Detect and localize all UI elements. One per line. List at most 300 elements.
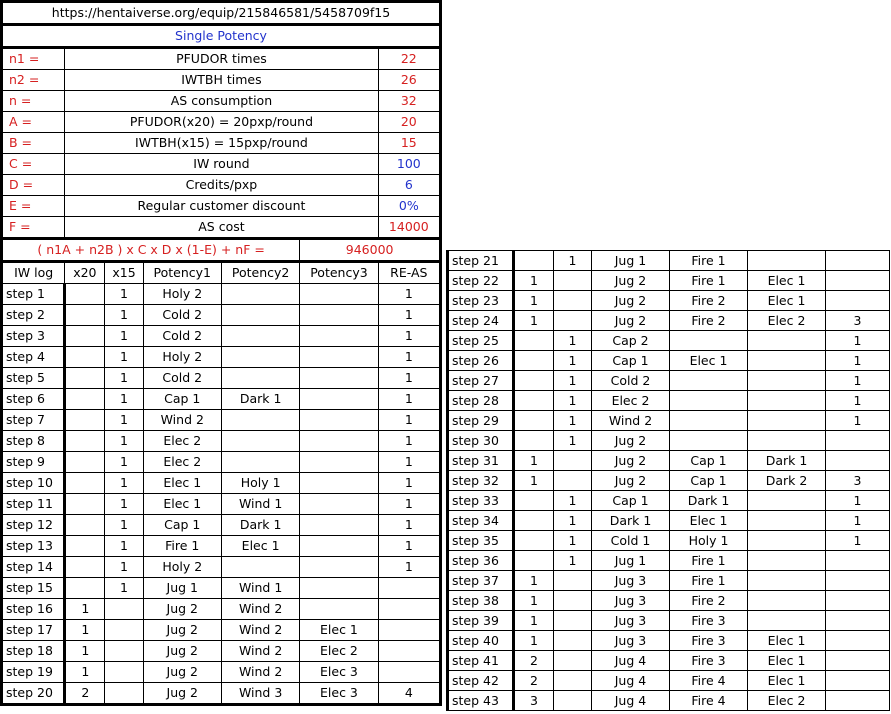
sheet-subtitle: Single Potency: [2, 25, 441, 48]
x15-count: 1: [105, 536, 143, 557]
potency3: Elec 2: [748, 691, 826, 711]
potency1: Jug 2: [592, 431, 670, 451]
potency3: [300, 578, 378, 599]
x20-count: [65, 410, 105, 431]
potency2: Fire 1: [670, 571, 748, 591]
potency2: Elec 1: [670, 351, 748, 371]
x20-count: 1: [514, 471, 554, 491]
potency1: Jug 4: [592, 651, 670, 671]
potency3: Elec 1: [748, 671, 826, 691]
param-desc: AS consumption: [65, 91, 378, 112]
potency2: Fire 3: [670, 651, 748, 671]
re-as: 1: [378, 431, 440, 452]
re-as: 1: [378, 284, 440, 305]
log-row: [2, 284, 441, 305]
potency2: [670, 371, 748, 391]
log-row: [448, 431, 890, 451]
potency2: [670, 331, 748, 351]
potency2: [221, 326, 299, 347]
potency3: [748, 571, 826, 591]
log-row: [2, 662, 441, 683]
re-as: [826, 551, 890, 571]
step-label: step 13: [2, 536, 65, 557]
step-label: step 32: [448, 471, 514, 491]
log-row: [448, 391, 890, 411]
step-label: step 23: [448, 291, 514, 311]
param-desc: IW round: [65, 154, 378, 175]
step-label: step 18: [2, 641, 65, 662]
potency3: [748, 251, 826, 271]
potency1: Cold 2: [592, 371, 670, 391]
param-var: A =: [2, 112, 65, 133]
re-as: 1: [378, 410, 440, 431]
potency3: Elec 3: [300, 662, 378, 683]
potency3: [748, 411, 826, 431]
log-row: [448, 511, 890, 531]
potency1: Jug 1: [592, 251, 670, 271]
x20-count: 1: [514, 631, 554, 651]
log-row: [448, 471, 890, 491]
param-value: 0%: [378, 196, 440, 217]
potency3: [300, 326, 378, 347]
potency3: [748, 391, 826, 411]
step-label: step 21: [448, 251, 514, 271]
re-as: 4: [378, 683, 440, 705]
log-row: [2, 641, 441, 662]
log-row: [2, 347, 441, 368]
column-header: x15: [105, 262, 143, 284]
step-label: step 36: [448, 551, 514, 571]
potency2: Wind 1: [221, 494, 299, 515]
potency3: Dark 1: [748, 451, 826, 471]
param-value: 6: [378, 175, 440, 196]
log-row: [448, 251, 890, 271]
re-as: [826, 611, 890, 631]
potency3: [748, 551, 826, 571]
potency2: Fire 4: [670, 671, 748, 691]
param-var: n =: [2, 91, 65, 112]
step-label: step 40: [448, 631, 514, 651]
x20-count: [514, 491, 554, 511]
potency3: [300, 473, 378, 494]
x15-count: [105, 641, 143, 662]
potency2: [221, 431, 299, 452]
x15-count: [105, 620, 143, 641]
x15-count: 1: [105, 410, 143, 431]
step-log-continued: [446, 250, 890, 711]
potency3: [300, 410, 378, 431]
log-row: [2, 326, 441, 347]
potency2: [221, 347, 299, 368]
re-as: 3: [826, 471, 890, 491]
column-header: Potency1: [143, 262, 221, 284]
x15-count: [554, 691, 592, 711]
x15-count: 1: [554, 371, 592, 391]
potency1: Holy 2: [143, 557, 221, 578]
re-as: 1: [378, 326, 440, 347]
potency3: Elec 1: [748, 631, 826, 651]
re-as: 1: [826, 391, 890, 411]
step-label: step 7: [2, 410, 65, 431]
x20-count: 1: [514, 311, 554, 331]
param-row: [2, 217, 441, 239]
log-row: [448, 351, 890, 371]
potency1: Cap 1: [143, 515, 221, 536]
x20-count: [514, 391, 554, 411]
x15-count: 1: [105, 515, 143, 536]
potency2: Fire 4: [670, 691, 748, 711]
x15-count: [105, 683, 143, 705]
x15-count: 1: [554, 551, 592, 571]
potency3: [748, 591, 826, 611]
log-row: [2, 431, 441, 452]
x15-count: [554, 271, 592, 291]
potency1: Elec 2: [592, 391, 670, 411]
x15-count: [554, 451, 592, 471]
potency1: Cap 1: [592, 491, 670, 511]
potency3: [300, 305, 378, 326]
step-label: step 29: [448, 411, 514, 431]
x20-count: 1: [514, 571, 554, 591]
potency1: Holy 2: [143, 347, 221, 368]
x20-count: [65, 473, 105, 494]
potency2: [221, 410, 299, 431]
column-header: Potency2: [221, 262, 299, 284]
x15-count: 1: [105, 557, 143, 578]
log-row: [2, 389, 441, 410]
potency2: Fire 1: [670, 271, 748, 291]
step-label: step 24: [448, 311, 514, 331]
x20-count: [514, 431, 554, 451]
potency2: Holy 1: [670, 531, 748, 551]
potency2: Wind 2: [221, 620, 299, 641]
re-as: [378, 641, 440, 662]
x20-count: [65, 326, 105, 347]
x15-count: 1: [105, 494, 143, 515]
potency2: [670, 411, 748, 431]
re-as: [826, 431, 890, 451]
potency3: [300, 557, 378, 578]
param-desc: Regular customer discount: [65, 196, 378, 217]
log-row: [448, 671, 890, 691]
potency2: Wind 2: [221, 662, 299, 683]
x20-count: 1: [65, 599, 105, 620]
formula-row: [2, 239, 441, 262]
step-label: step 15: [2, 578, 65, 599]
formula-text: ( n1A + n2B ) x C x D x (1-E) + nF =: [2, 239, 300, 262]
potency3: [748, 351, 826, 371]
potency1: Wind 2: [143, 410, 221, 431]
x20-count: 1: [65, 662, 105, 683]
x15-count: 1: [105, 305, 143, 326]
param-value: 22: [378, 48, 440, 70]
step-label: step 33: [448, 491, 514, 511]
step-label: step 41: [448, 651, 514, 671]
step-label: step 16: [2, 599, 65, 620]
potency3: [300, 599, 378, 620]
potency2: [670, 431, 748, 451]
x20-count: [514, 351, 554, 371]
param-desc: IWTBH(x15) = 15pxp/round: [65, 133, 378, 154]
x20-count: [65, 536, 105, 557]
step-label: step 10: [2, 473, 65, 494]
re-as: 1: [826, 351, 890, 371]
re-as: 1: [378, 515, 440, 536]
re-as: [826, 631, 890, 651]
potency2: Fire 1: [670, 251, 748, 271]
x20-count: 1: [514, 271, 554, 291]
param-desc: PFUDOR(x20) = 20pxp/round: [65, 112, 378, 133]
x15-count: [105, 662, 143, 683]
column-header: IW log: [2, 262, 65, 284]
potency1: Jug 4: [592, 691, 670, 711]
log-row: [448, 651, 890, 671]
x15-count: 1: [105, 326, 143, 347]
potency1: Cold 1: [592, 531, 670, 551]
potency3: [300, 389, 378, 410]
re-as: [826, 591, 890, 611]
log-row: [2, 473, 441, 494]
re-as: [378, 662, 440, 683]
x15-count: 1: [554, 431, 592, 451]
column-header: RE-AS: [378, 262, 440, 284]
x20-count: [514, 371, 554, 391]
potency1: Cap 1: [592, 351, 670, 371]
param-value: 20: [378, 112, 440, 133]
potency1: Wind 2: [592, 411, 670, 431]
x15-count: 1: [105, 284, 143, 305]
x15-count: [554, 651, 592, 671]
x20-count: [65, 578, 105, 599]
potency2: Fire 3: [670, 611, 748, 631]
x20-count: [65, 515, 105, 536]
x15-count: 1: [554, 331, 592, 351]
re-as: [378, 578, 440, 599]
potency1: Fire 1: [143, 536, 221, 557]
step-label: step 34: [448, 511, 514, 531]
param-row: [2, 154, 441, 175]
formula-result: 946000: [300, 239, 441, 262]
re-as: [826, 571, 890, 591]
x20-count: [65, 347, 105, 368]
param-var: F =: [2, 217, 65, 239]
potency1: Jug 2: [592, 451, 670, 471]
re-as: 1: [826, 331, 890, 351]
potency2: Fire 3: [670, 631, 748, 651]
potency3: [748, 531, 826, 551]
step-label: step 6: [2, 389, 65, 410]
x15-count: 1: [105, 578, 143, 599]
step-label: step 9: [2, 452, 65, 473]
x15-count: 1: [105, 368, 143, 389]
log-row: [2, 683, 441, 705]
log-row: [2, 557, 441, 578]
log-row: [2, 410, 441, 431]
re-as: [378, 620, 440, 641]
x20-count: 3: [514, 691, 554, 711]
re-as: 1: [826, 511, 890, 531]
x15-count: 1: [105, 452, 143, 473]
potency2: Fire 1: [670, 551, 748, 571]
potency1: Jug 2: [143, 620, 221, 641]
log-row: [448, 371, 890, 391]
step-label: step 12: [2, 515, 65, 536]
potency3: Elec 1: [300, 620, 378, 641]
potency2: Elec 1: [221, 536, 299, 557]
potency2: Holy 1: [221, 473, 299, 494]
x20-count: [514, 411, 554, 431]
step-label: step 1: [2, 284, 65, 305]
x15-count: 1: [105, 389, 143, 410]
potency1: Elec 2: [143, 452, 221, 473]
potency3: [300, 284, 378, 305]
log-row: [2, 536, 441, 557]
potency1: Cold 2: [143, 368, 221, 389]
potency1: Jug 4: [592, 671, 670, 691]
step-label: step 42: [448, 671, 514, 691]
potency3: [300, 368, 378, 389]
potency2: Wind 1: [221, 578, 299, 599]
param-var: n1 =: [2, 48, 65, 70]
column-header: Potency3: [300, 262, 378, 284]
x15-count: [554, 591, 592, 611]
param-desc: IWTBH times: [65, 70, 378, 91]
x20-count: [514, 251, 554, 271]
potency3: [300, 536, 378, 557]
x20-count: [514, 551, 554, 571]
step-label: step 2: [2, 305, 65, 326]
potency1: Jug 3: [592, 571, 670, 591]
potency3: Elec 1: [748, 291, 826, 311]
potency2: [221, 284, 299, 305]
re-as: [826, 671, 890, 691]
log-row: [2, 599, 441, 620]
step-label: step 22: [448, 271, 514, 291]
re-as: 1: [378, 389, 440, 410]
potency3: [300, 494, 378, 515]
potency2: [221, 305, 299, 326]
param-var: D =: [2, 175, 65, 196]
potency3: [748, 371, 826, 391]
x20-count: 1: [514, 451, 554, 471]
potency2: Cap 1: [670, 451, 748, 471]
potency2: Cap 1: [670, 471, 748, 491]
param-value: 26: [378, 70, 440, 91]
x15-count: 1: [554, 251, 592, 271]
param-row: [2, 175, 441, 196]
potency3: [300, 452, 378, 473]
param-desc: PFUDOR times: [65, 48, 378, 70]
x20-count: [514, 531, 554, 551]
log-row: [448, 271, 890, 291]
log-row: [448, 311, 890, 331]
re-as: 1: [826, 491, 890, 511]
potency3: [748, 611, 826, 631]
potency2: Dark 1: [221, 515, 299, 536]
step-label: step 4: [2, 347, 65, 368]
log-row: [448, 331, 890, 351]
param-desc: AS cost: [65, 217, 378, 239]
log-row: [448, 531, 890, 551]
step-label: step 19: [2, 662, 65, 683]
param-row: [2, 70, 441, 91]
step-label: step 30: [448, 431, 514, 451]
potency3: Elec 2: [300, 641, 378, 662]
x20-count: 1: [514, 291, 554, 311]
potency3: [748, 491, 826, 511]
step-label: step 11: [2, 494, 65, 515]
x15-count: [554, 611, 592, 631]
equip-url[interactable]: https://hentaiverse.org/equip/215846581/5458709f15: [2, 2, 441, 25]
x20-count: [65, 494, 105, 515]
x15-count: 1: [554, 511, 592, 531]
param-value: 14000: [378, 217, 440, 239]
potency3: Elec 2: [748, 311, 826, 331]
potency2: Wind 2: [221, 599, 299, 620]
re-as: 1: [378, 347, 440, 368]
potency2: Dark 1: [670, 491, 748, 511]
param-row: [2, 112, 441, 133]
param-var: C =: [2, 154, 65, 175]
param-value: 32: [378, 91, 440, 112]
re-as: 1: [826, 411, 890, 431]
log-row: [448, 551, 890, 571]
x20-count: 1: [65, 620, 105, 641]
x20-count: [65, 284, 105, 305]
x20-count: [65, 368, 105, 389]
potency1: Dark 1: [592, 511, 670, 531]
log-row: [2, 305, 441, 326]
calculation-sheet: [0, 0, 442, 706]
log-header-row: [2, 262, 441, 284]
potency1: Elec 1: [143, 494, 221, 515]
step-label: step 31: [448, 451, 514, 471]
step-label: step 43: [448, 691, 514, 711]
potency1: Jug 2: [592, 311, 670, 331]
potency3: Elec 3: [300, 683, 378, 705]
column-header: x20: [65, 262, 105, 284]
param-desc: Credits/pxp: [65, 175, 378, 196]
step-label: step 8: [2, 431, 65, 452]
x15-count: 1: [554, 491, 592, 511]
potency1: Jug 2: [143, 662, 221, 683]
x15-count: [554, 311, 592, 331]
potency2: Wind 2: [221, 641, 299, 662]
x20-count: 1: [514, 611, 554, 631]
potency3: [300, 431, 378, 452]
x15-count: 1: [554, 411, 592, 431]
log-row: [448, 411, 890, 431]
log-row: [2, 452, 441, 473]
x15-count: [554, 571, 592, 591]
log-row: [448, 631, 890, 651]
potency2: Wind 3: [221, 683, 299, 705]
param-var: E =: [2, 196, 65, 217]
step-label: step 20: [2, 683, 65, 705]
x20-count: 2: [514, 651, 554, 671]
step-label: step 26: [448, 351, 514, 371]
potency1: Elec 1: [143, 473, 221, 494]
re-as: [826, 291, 890, 311]
step-label: step 35: [448, 531, 514, 551]
potency1: Elec 2: [143, 431, 221, 452]
step-label: step 25: [448, 331, 514, 351]
potency1: Jug 2: [592, 471, 670, 491]
step-label: step 5: [2, 368, 65, 389]
step-label: step 39: [448, 611, 514, 631]
x15-count: [554, 671, 592, 691]
x20-count: 2: [65, 683, 105, 705]
